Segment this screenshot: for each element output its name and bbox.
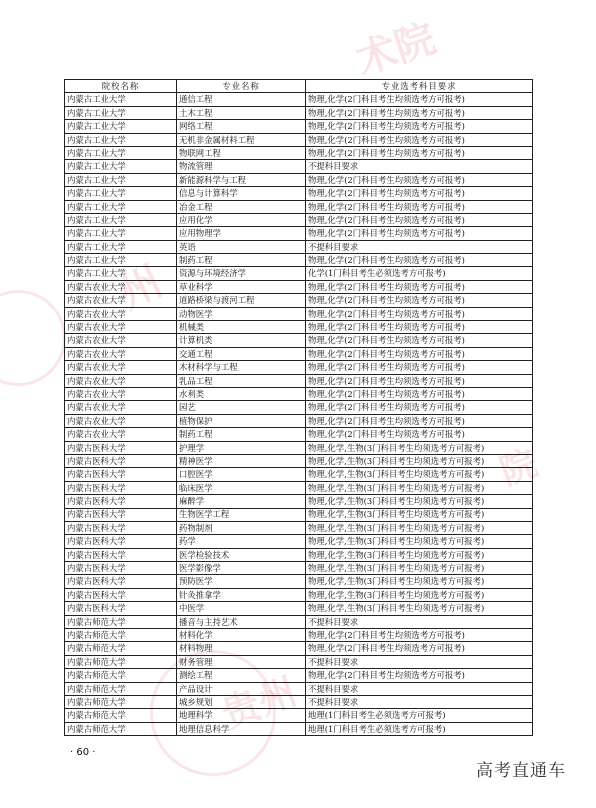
table-row <box>65 146 533 159</box>
table-row <box>65 495 533 508</box>
watermark-text-middle: 州 <box>110 256 170 319</box>
table-row <box>65 521 533 534</box>
institution-cell: 内蒙古师范大学 <box>65 642 177 655</box>
institution-cell: 内蒙古医科大学 <box>65 602 177 615</box>
table-row <box>65 655 533 668</box>
watermark-ring-left <box>0 290 66 386</box>
requirement-cell: 物理,化学(2门科目考生均须选考方可报考) <box>306 374 533 387</box>
table-row <box>65 387 533 400</box>
header-institution: 院校名称 <box>65 80 177 93</box>
table-row <box>65 307 533 320</box>
institution-cell: 内蒙古农业大学 <box>65 401 177 414</box>
institution-cell: 内蒙古工业大学 <box>65 133 177 146</box>
requirement-cell: 物理,化学(2门科目考生均须选考方可报考) <box>306 106 533 119</box>
major-cell: 地理信息科学 <box>177 722 306 735</box>
major-cell: 物联网工程 <box>177 146 306 159</box>
requirement-cell: 物理,化学,生物(3门科目考生均须选考方可报考) <box>306 481 533 494</box>
institution-cell: 内蒙古师范大学 <box>65 709 177 722</box>
table-row <box>65 695 533 708</box>
table-row <box>65 481 533 494</box>
requirement-cell: 物理,化学,生物(3门科目考生均须选考方可报考) <box>306 454 533 467</box>
requirement-cell: 物理,化学(2门科目考生均须选考方可报考) <box>306 361 533 374</box>
major-cell: 草业科学 <box>177 280 306 293</box>
table-row <box>65 722 533 735</box>
major-cell: 应用物理学 <box>177 227 306 240</box>
table-row <box>65 294 533 307</box>
requirement-cell: 物理,化学(2门科目考生均须选考方可报考) <box>306 401 533 414</box>
major-cell: 药学 <box>177 535 306 548</box>
table-row <box>65 508 533 521</box>
institution-cell: 内蒙古农业大学 <box>65 428 177 441</box>
institution-cell: 内蒙古医科大学 <box>65 481 177 494</box>
requirement-cell: 物理,化学(2门科目考生均须选考方可报考) <box>306 227 533 240</box>
table-row <box>65 669 533 682</box>
requirement-cell: 物理,化学(2门科目考生均须选考方可报考) <box>306 146 533 159</box>
major-cell: 城乡规划 <box>177 695 306 708</box>
watermark-text-top: 术院 <box>350 15 442 85</box>
requirement-cell: 物理,化学(2门科目考生均须选考方可报考) <box>306 669 533 682</box>
major-cell: 药物制剂 <box>177 521 306 534</box>
major-cell: 木材科学与工程 <box>177 361 306 374</box>
institution-cell: 内蒙古农业大学 <box>65 321 177 334</box>
requirement-cell: 物理,化学,生物(3门科目考生均须选考方可报考) <box>306 548 533 561</box>
requirement-cell: 物理,化学,生物(3门科目考生均须选考方可报考) <box>306 562 533 575</box>
institution-cell: 内蒙古工业大学 <box>65 160 177 173</box>
table-row <box>65 441 533 454</box>
requirement-cell: 物理,化学(2门科目考生均须选考方可报考) <box>306 387 533 400</box>
major-cell: 财务管理 <box>177 655 306 668</box>
requirement-cell: 物理,化学(2门科目考生均须选考方可报考) <box>306 93 533 106</box>
institution-cell: 内蒙古医科大学 <box>65 535 177 548</box>
institution-cell: 内蒙古农业大学 <box>65 347 177 360</box>
requirement-cell: 物理,化学(2门科目考生均须选考方可报考) <box>306 642 533 655</box>
major-cell: 乳品工程 <box>177 374 306 387</box>
major-cell: 无机非金属材料工程 <box>177 133 306 146</box>
requirement-cell: 不提科目要求 <box>306 160 533 173</box>
institution-cell: 内蒙古师范大学 <box>65 629 177 642</box>
table-row <box>65 213 533 226</box>
major-cell: 预防医学 <box>177 575 306 588</box>
institution-cell: 内蒙古工业大学 <box>65 227 177 240</box>
table-row <box>65 588 533 601</box>
major-cell: 播音与主持艺术 <box>177 615 306 628</box>
institution-cell: 内蒙古农业大学 <box>65 414 177 427</box>
institution-cell: 内蒙古师范大学 <box>65 722 177 735</box>
table-row <box>65 562 533 575</box>
major-cell: 动物医学 <box>177 307 306 320</box>
institution-cell: 内蒙古医科大学 <box>65 588 177 601</box>
major-cell: 物流管理 <box>177 160 306 173</box>
page-number: · 60 · <box>70 747 96 758</box>
requirement-cell: 物理,化学(2门科目考生均须选考方可报考) <box>306 187 533 200</box>
institution-cell: 内蒙古师范大学 <box>65 682 177 695</box>
institution-cell: 内蒙古工业大学 <box>65 120 177 133</box>
requirement-cell: 物理,化学(2门科目考生均须选考方可报考) <box>306 414 533 427</box>
major-cell: 麻醉学 <box>177 495 306 508</box>
institution-cell: 内蒙古工业大学 <box>65 267 177 280</box>
requirement-cell: 物理,化学,生物(3门科目考生均须选考方可报考) <box>306 441 533 454</box>
requirement-cell: 不提科目要求 <box>306 682 533 695</box>
major-cell: 针灸推拿学 <box>177 588 306 601</box>
major-cell: 测绘工程 <box>177 669 306 682</box>
requirement-cell: 不提科目要求 <box>306 615 533 628</box>
major-cell: 应用化学 <box>177 213 306 226</box>
table-row <box>65 374 533 387</box>
table-row <box>65 133 533 146</box>
institution-cell: 内蒙古农业大学 <box>65 280 177 293</box>
requirement-cell: 物理,化学,生物(3门科目考生均须选考方可报考) <box>306 495 533 508</box>
institution-cell: 内蒙古师范大学 <box>65 695 177 708</box>
subject-requirements-table <box>64 79 533 736</box>
table-row <box>65 254 533 267</box>
table-row <box>65 240 533 253</box>
requirement-cell: 物理,化学(2门科目考生均须选考方可报考) <box>306 294 533 307</box>
major-cell: 计算机类 <box>177 334 306 347</box>
requirement-cell: 物理,化学(2门科目考生均须选考方可报考) <box>306 280 533 293</box>
table-row <box>65 334 533 347</box>
requirement-cell: 物理,化学,生物(3门科目考生均须选考方可报考) <box>306 468 533 481</box>
requirement-cell: 物理,化学(2门科目考生均须选考方可报考) <box>306 173 533 186</box>
header-major: 专业名称 <box>177 80 306 93</box>
institution-cell: 内蒙古农业大学 <box>65 387 177 400</box>
institution-cell: 内蒙古工业大学 <box>65 213 177 226</box>
table-body <box>65 93 533 736</box>
major-cell: 网络工程 <box>177 120 306 133</box>
table-row <box>65 106 533 119</box>
requirement-cell: 物理,化学(2门科目考生均须选考方可报考) <box>306 629 533 642</box>
table-row <box>65 280 533 293</box>
requirement-cell: 物理,化学,生物(3门科目考生均须选考方可报考) <box>306 508 533 521</box>
institution-cell: 内蒙古农业大学 <box>65 307 177 320</box>
institution-cell: 内蒙古师范大学 <box>65 669 177 682</box>
table-row <box>65 548 533 561</box>
table-row <box>65 642 533 655</box>
institution-cell: 内蒙古医科大学 <box>65 441 177 454</box>
requirement-cell: 物理,化学(2门科目考生均须选考方可报考) <box>306 120 533 133</box>
table-row <box>65 401 533 414</box>
table-row <box>65 160 533 173</box>
table-row <box>65 267 533 280</box>
header-requirement: 专业选考科目要求 <box>306 80 533 93</box>
major-cell: 护理学 <box>177 441 306 454</box>
institution-cell: 内蒙古医科大学 <box>65 521 177 534</box>
table-row <box>65 535 533 548</box>
major-cell: 英语 <box>177 240 306 253</box>
table-row <box>65 200 533 213</box>
major-cell: 地理科学 <box>177 709 306 722</box>
institution-cell: 内蒙古农业大学 <box>65 361 177 374</box>
major-cell: 机械类 <box>177 321 306 334</box>
requirement-cell: 化学(1门科目考生必须选考方可报考) <box>306 267 533 280</box>
table-row <box>65 682 533 695</box>
requirement-cell: 物理,化学(2门科目考生均须选考方可报考) <box>306 307 533 320</box>
institution-cell: 内蒙古工业大学 <box>65 173 177 186</box>
major-cell: 材料物理 <box>177 642 306 655</box>
requirement-cell: 地理(1门科目考生必须选考方可报考) <box>306 722 533 735</box>
table-row <box>65 428 533 441</box>
table-row <box>65 615 533 628</box>
requirement-cell: 不提科目要求 <box>306 655 533 668</box>
institution-cell: 内蒙古医科大学 <box>65 562 177 575</box>
table-row <box>65 454 533 467</box>
table-header-row <box>65 80 533 93</box>
major-cell: 资源与环境经济学 <box>177 267 306 280</box>
requirement-cell: 物理,化学,生物(3门科目考生均须选考方可报考) <box>306 575 533 588</box>
requirement-cell: 物理,化学,生物(3门科目考生均须选考方可报考) <box>306 602 533 615</box>
table-row <box>65 575 533 588</box>
major-cell: 中医学 <box>177 602 306 615</box>
institution-cell: 内蒙古医科大学 <box>65 508 177 521</box>
requirement-cell: 物理,化学(2门科目考生均须选考方可报考) <box>306 213 533 226</box>
requirement-cell: 物理,化学(2门科目考生均须选考方可报考) <box>306 334 533 347</box>
requirement-cell: 物理,化学(2门科目考生均须选考方可报考) <box>306 347 533 360</box>
institution-cell: 内蒙古工业大学 <box>65 200 177 213</box>
table-row <box>65 629 533 642</box>
institution-cell: 内蒙古医科大学 <box>65 548 177 561</box>
major-cell: 制药工程 <box>177 428 306 441</box>
major-cell: 水利类 <box>177 387 306 400</box>
table-row <box>65 227 533 240</box>
table-row <box>65 187 533 200</box>
table-row <box>65 347 533 360</box>
requirement-cell: 物理,化学,生物(3门科目考生均须选考方可报考) <box>306 588 533 601</box>
institution-cell: 内蒙古师范大学 <box>65 615 177 628</box>
watermark-text-bottom: 贵州 <box>215 669 303 737</box>
table-row <box>65 321 533 334</box>
table-row <box>65 361 533 374</box>
institution-cell: 内蒙古工业大学 <box>65 146 177 159</box>
major-cell: 医学影像学 <box>177 562 306 575</box>
institution-cell: 内蒙古医科大学 <box>65 495 177 508</box>
table-row <box>65 468 533 481</box>
institution-cell: 内蒙古师范大学 <box>65 655 177 668</box>
major-cell: 制药工程 <box>177 254 306 267</box>
major-cell: 医学检验技术 <box>177 548 306 561</box>
institution-cell: 内蒙古工业大学 <box>65 240 177 253</box>
institution-cell: 内蒙古工业大学 <box>65 254 177 267</box>
requirement-cell: 物理,化学(2门科目考生均须选考方可报考) <box>306 321 533 334</box>
major-cell: 材料化学 <box>177 629 306 642</box>
institution-cell: 内蒙古农业大学 <box>65 334 177 347</box>
table-row <box>65 93 533 106</box>
institution-cell: 内蒙古农业大学 <box>65 374 177 387</box>
requirement-cell: 不提科目要求 <box>306 695 533 708</box>
major-cell: 园艺 <box>177 401 306 414</box>
major-cell: 土木工程 <box>177 106 306 119</box>
institution-cell: 内蒙古工业大学 <box>65 93 177 106</box>
footer-brand-label: 高考直通车 <box>476 761 566 781</box>
major-cell: 精神医学 <box>177 454 306 467</box>
table-row <box>65 602 533 615</box>
major-cell: 产品设计 <box>177 682 306 695</box>
requirement-cell: 物理,化学,生物(3门科目考生均须选考方可报考) <box>306 535 533 548</box>
table-row <box>65 709 533 722</box>
major-cell: 新能源科学与工程 <box>177 173 306 186</box>
major-cell: 生物医学工程 <box>177 508 306 521</box>
table-row <box>65 173 533 186</box>
institution-cell: 内蒙古农业大学 <box>65 294 177 307</box>
major-cell: 道路桥梁与渡河工程 <box>177 294 306 307</box>
institution-cell: 内蒙古医科大学 <box>65 468 177 481</box>
requirement-cell: 物理,化学(2门科目考生均须选考方可报考) <box>306 133 533 146</box>
table-row <box>65 414 533 427</box>
major-cell: 冶金工程 <box>177 200 306 213</box>
requirement-cell: 物理,化学(2门科目考生均须选考方可报考) <box>306 428 533 441</box>
table-row <box>65 120 533 133</box>
major-cell: 交通工程 <box>177 347 306 360</box>
major-cell: 通信工程 <box>177 93 306 106</box>
major-cell: 临床医学 <box>177 481 306 494</box>
requirement-cell: 地理(1门科目考生必须选考方可报考) <box>306 709 533 722</box>
major-cell: 口腔医学 <box>177 468 306 481</box>
requirement-cell: 物理,化学(2门科目考生均须选考方可报考) <box>306 254 533 267</box>
institution-cell: 内蒙古工业大学 <box>65 187 177 200</box>
requirement-cell: 物理,化学(2门科目考生均须选考方可报考) <box>306 200 533 213</box>
major-cell: 植物保护 <box>177 414 306 427</box>
institution-cell: 内蒙古医科大学 <box>65 454 177 467</box>
requirement-cell: 不提科目要求 <box>306 240 533 253</box>
institution-cell: 内蒙古医科大学 <box>65 575 177 588</box>
requirement-cell: 物理,化学,生物(3门科目考生均须选考方可报考) <box>306 521 533 534</box>
institution-cell: 内蒙古工业大学 <box>65 106 177 119</box>
major-cell: 信息与计算科学 <box>177 187 306 200</box>
watermark-text-side: 院 <box>495 442 543 494</box>
